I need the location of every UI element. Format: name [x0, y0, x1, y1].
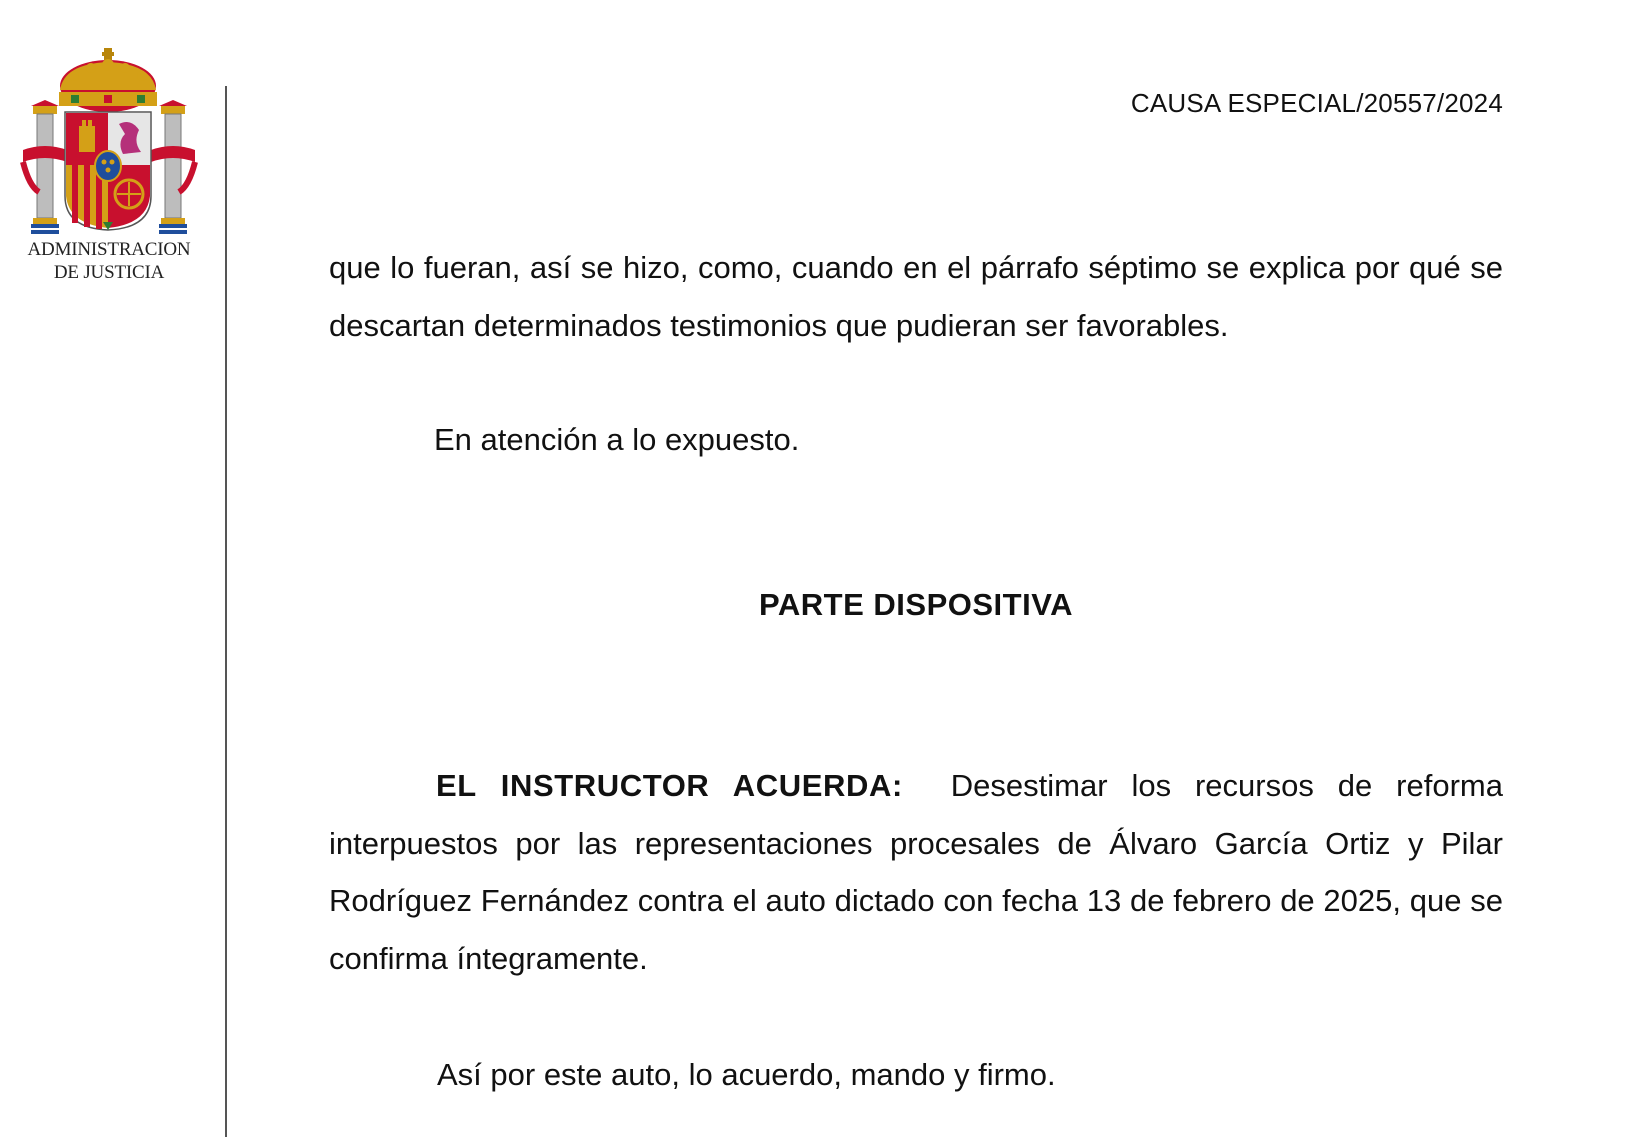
section-heading: PARTE DISPOSITIVA — [759, 587, 1073, 622]
emblem-label-line2: DE JUSTICIA — [53, 262, 165, 283]
paragraph-4: Así por este auto, lo acuerdo, mando y firmo. — [437, 1057, 1056, 1092]
case-number: CAUSA ESPECIAL/20557/2024 — [1130, 88, 1503, 118]
coat-of-arms-icon — [19, 46, 199, 236]
emblem-label-line1: ADMINISTRACION — [27, 239, 191, 260]
paragraph-2: En atención a lo expuesto. — [434, 422, 800, 457]
paragraph-3-text: Desestimar los recursos de reforma interpuestos por las representaciones procesales de Álvaro García Ortiz y Pilar Rodríguez Fernández contra el auto dictado con fecha 13 de febrero de 2025, que se confirma íntegramente. — [329, 768, 1503, 976]
paragraph-3-lead: EL INSTRUCTOR ACUERDA: — [436, 768, 903, 803]
court-emblem — [14, 46, 204, 284]
paragraph-1: que lo fueran, así se hizo, como, cuando en el párrafo séptimo se explica por qué se descartan determinados testimonios que pudieran ser favorables. — [329, 250, 1503, 343]
paragraph-3 — [329, 757, 1503, 987]
margin-rule — [225, 86, 227, 1137]
